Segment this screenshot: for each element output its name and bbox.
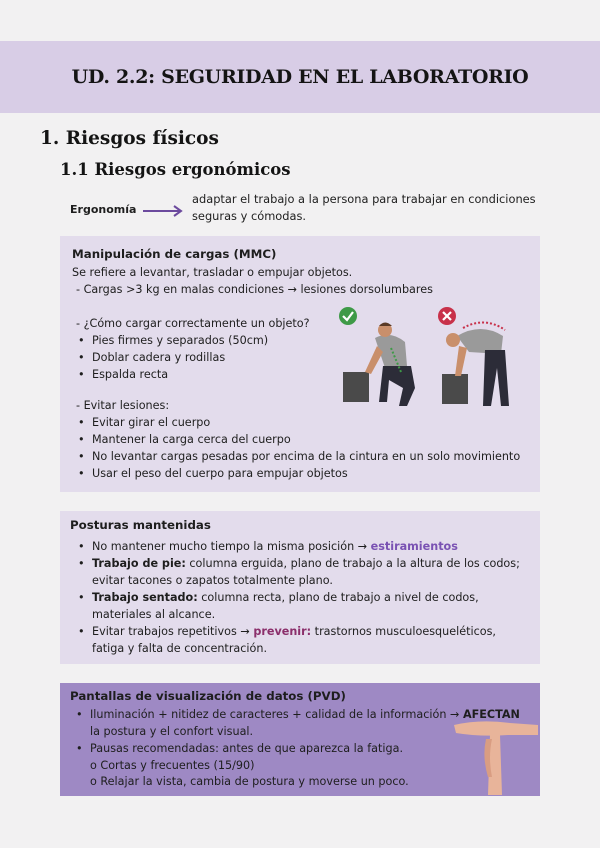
page-title: UD. 2.2: SEGURIDAD EN EL LABORATORIO bbox=[71, 66, 529, 88]
posturas-list bbox=[76, 538, 536, 657]
title-banner bbox=[0, 41, 600, 113]
list-item: • No mantener mucho tiempo la misma posición → estiramientos bbox=[76, 538, 536, 555]
posturas-box bbox=[60, 511, 540, 664]
pvd-box bbox=[60, 683, 540, 796]
pvd-sub2: o Relajar la vista, cambia de postura y moverse un poco. bbox=[90, 775, 409, 788]
mmc-evitar-heading: - Evitar lesiones: bbox=[76, 399, 170, 412]
timeout-hands-illustration bbox=[450, 717, 542, 797]
check-icon bbox=[339, 307, 357, 325]
list-item: • Trabajo de pie: columna erguida, plano de trabajo a la altura de los codos; evitar tacones o zapatos totalmente plano. bbox=[76, 555, 536, 589]
cross-icon bbox=[438, 307, 456, 325]
pvd-sub1: o Cortas y frecuentes (15/90) bbox=[90, 759, 255, 772]
ergonomia-term: Ergonomía bbox=[70, 203, 137, 216]
list-item: • Espalda recta bbox=[76, 366, 268, 383]
subsection-heading: 1.1 Riesgos ergonómicos bbox=[60, 160, 291, 179]
mmc-cargas: - Cargas >3 kg en malas condiciones → lesiones dorsolumbares bbox=[76, 283, 433, 296]
mmc-evitar-list bbox=[76, 414, 520, 482]
section-heading: 1. Riesgos físicos bbox=[40, 128, 219, 149]
mmc-como-list bbox=[76, 332, 268, 383]
list-item: • Evitar girar el cuerpo bbox=[76, 414, 520, 431]
lifting-illustration bbox=[335, 302, 535, 412]
pvd-title: Pantallas de visualización de datos (PVD) bbox=[70, 689, 346, 703]
list-item: • Evitar trabajos repetitivos → prevenir: trastornos musculoesqueléticos, fatiga y falta de concentración. bbox=[76, 623, 536, 657]
list-item: • No levantar cargas pesadas por encima de la cintura en un solo movimiento bbox=[76, 448, 520, 465]
list-item: • Mantener la carga cerca del cuerpo bbox=[76, 431, 520, 448]
list-item: • Usar el peso del cuerpo para empujar objetos bbox=[76, 465, 520, 482]
list-item: • Trabajo sentado: columna recta, plano de trabajo a nivel de codos, materiales al alcance. bbox=[76, 589, 536, 623]
mmc-box bbox=[60, 236, 540, 492]
posturas-title: Posturas mantenidas bbox=[70, 518, 211, 532]
list-item: • Pausas recomendadas: antes de que aparezca la fatiga. bbox=[74, 740, 534, 757]
list-item: • Pies firmes y separados (50cm) bbox=[76, 332, 268, 349]
ergonomia-definition: adaptar el trabajo a la persona para trabajar en condiciones seguras y cómodas. bbox=[192, 192, 536, 223]
list-item: • Doblar cadera y rodillas bbox=[76, 349, 268, 366]
arrow-right-icon bbox=[142, 204, 184, 218]
mmc-como-heading: - ¿Cómo cargar correctamente un objeto? bbox=[76, 317, 310, 330]
mmc-intro: Se refiere a levantar, trasladar o empujar objetos. bbox=[72, 266, 353, 279]
mmc-title: Manipulación de cargas (MMC) bbox=[72, 247, 277, 261]
list-item: • Iluminación + nitidez de caracteres + calidad de la información → AFECTAN la postura y el confort visual. bbox=[74, 706, 534, 740]
